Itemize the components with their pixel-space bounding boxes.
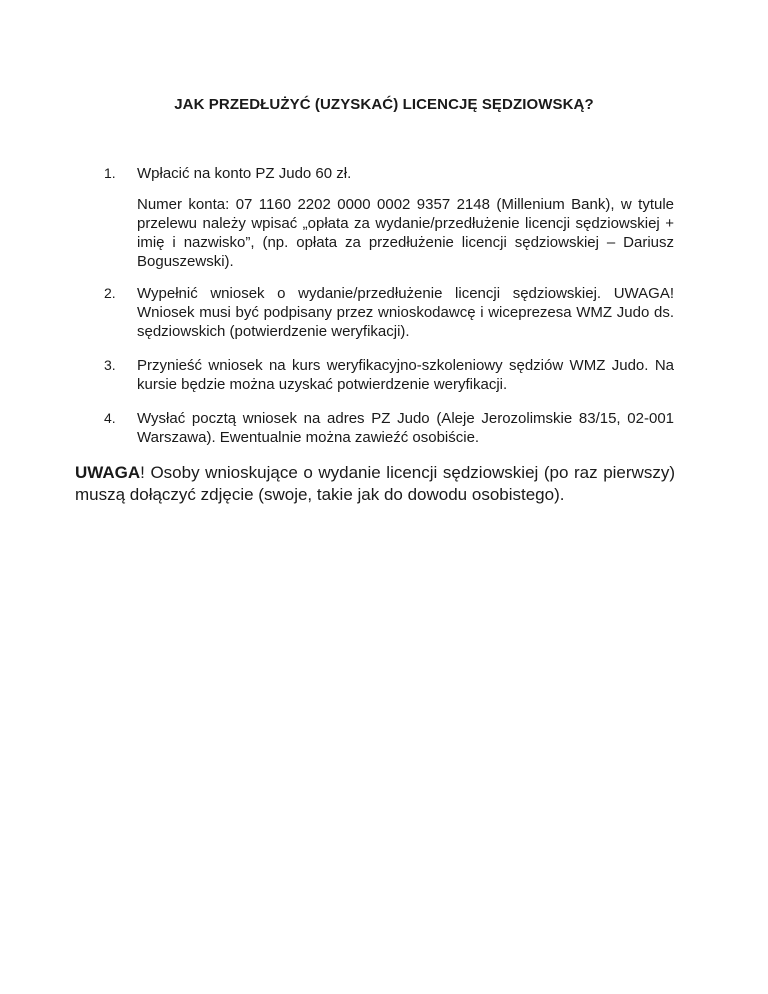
- step-text: Wypełnić wniosek o wydanie/przedłużenie licencji sędziowskiej. UWAGA! Wniosek musi być podpisany przez wnioskodawcę i wiceprezesa WMZ Judo ds. sędziowskich (potwierdzenie weryfikacji).: [137, 285, 674, 340]
- step-number: 4.: [104, 410, 116, 426]
- step-text: Przynieść wniosek na kurs weryfikacyjno-szkoleniowy sędziów WMZ Judo. Na kursie będzie można uzyskać potwierdzenie weryfikacji.: [137, 357, 674, 393]
- list-item: [104, 356, 674, 394]
- list-item: [104, 409, 674, 447]
- step-number: 2.: [104, 285, 116, 301]
- step-number: 3.: [104, 357, 116, 373]
- warning-label: UWAGA: [75, 463, 141, 482]
- list-item: [104, 284, 674, 341]
- warning-note: [75, 462, 675, 506]
- step-text: Wysłać pocztą wniosek na adres PZ Judo (Aleje Jerozolimskie 83/15, 02-001 Warszawa). Ewentualnie można zawieźć osobiście.: [137, 410, 674, 446]
- steps-list: [104, 164, 674, 447]
- warning-text: ! Osoby wnioskujące o wydanie licencji sędziowskiej (po raz pierwszy) muszą dołączyć zdjęcie (swoje, takie jak do dowodu osobistego).: [75, 463, 675, 504]
- document-title: JAK PRZEDŁUŻYĆ (UZYSKAĆ) LICENCJĘ SĘDZIOWSKĄ?: [174, 96, 594, 113]
- list-item: [104, 164, 674, 271]
- step-number: 1.: [104, 165, 116, 181]
- step-text: Wpłacić na konto PZ Judo 60 zł.: [137, 165, 352, 182]
- bank-account-details: Numer konta: 07 1160 2202 0000 0002 9357 2148 (Millenium Bank), w tytule przelewu należy wpisać „opłata za wydanie/przedłużenie licencji sędziowskiej + imię i nazwisko”, (np. opłata za przedłużenie licencji sędziowskiej – Dariusz Boguszewski).: [137, 196, 674, 270]
